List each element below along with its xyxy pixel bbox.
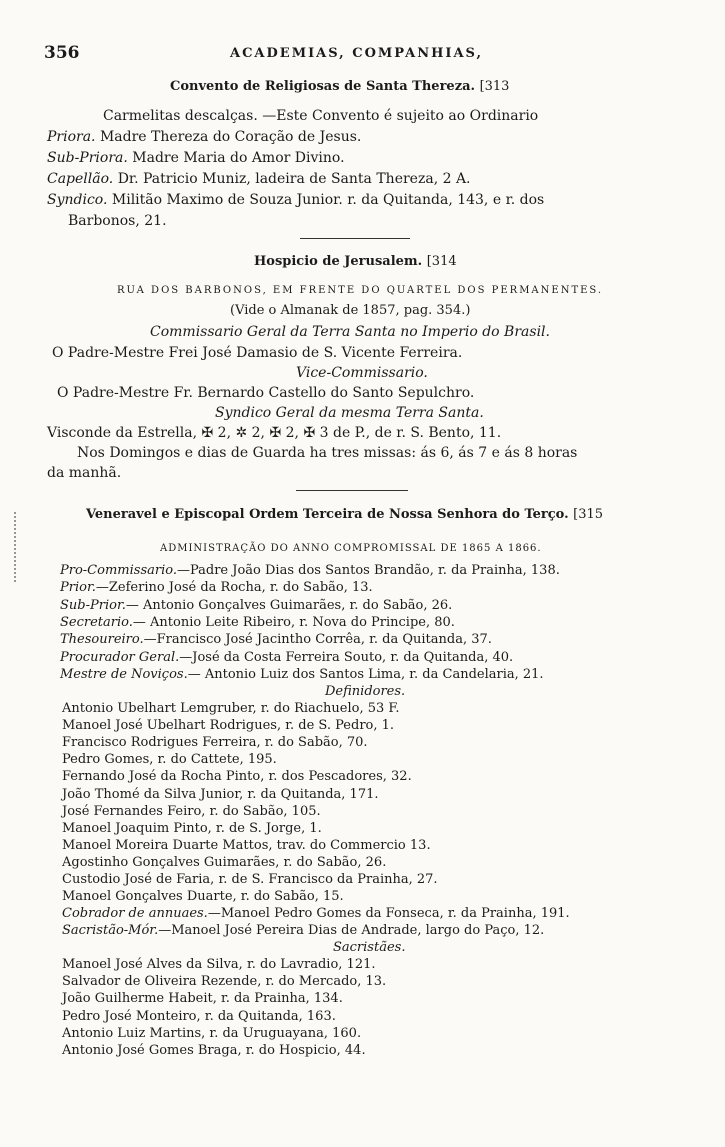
running-title: ACADEMIAS, COMPANHIAS, — [230, 46, 483, 61]
cobrador-line: Cobrador de annuaes.—Manoel Pedro Gomes da Fonseca, r. da Prainha, 191. — [62, 906, 570, 921]
officer-text: —Zeferino José da Rocha, r. do Sabão, 13. — [95, 580, 373, 596]
missas-line-2: da manhã. — [47, 465, 122, 481]
officer-text: — Antonio Luiz dos Santos Lima, r. da Candelaria, 21. — [187, 666, 544, 682]
definidor-entry: Agostinho Gonçalves Guimarães, r. do Sabão, 26. — [62, 854, 387, 870]
definidor-entry: João Thomé da Silva Junior, r. da Quitanda, 171. — [62, 786, 379, 802]
hospicio-street: RUA DOS BARBONOS, EM FRENTE DO QUARTEL DOS PERMANENTES. — [117, 285, 604, 296]
officer-label: Thesoureiro. — [60, 632, 144, 648]
officer-label: Prior. — [60, 580, 96, 596]
convento-title: Convento de Religiosas de Santa Thereza. [313 — [170, 79, 510, 94]
definidor-entry: Manoel Moreira Duarte Mattos, trav. do Commercio 13. — [62, 837, 431, 853]
page-number: 356 — [44, 43, 80, 63]
section-divider — [296, 490, 408, 491]
officer-text: — Antonio Gonçalves Guimarães, r. do Sabão, 26. — [125, 597, 453, 613]
officer-line — [60, 631, 492, 649]
convento-intro: Carmelitas descalças. —Este Convento é sujeito ao Ordinario — [103, 108, 539, 124]
definidores-title: Definidores. — [325, 684, 406, 699]
ordem-title: Veneravel e Episcopal Ordem Terceira de Nossa Senhora do Terço. [315 — [86, 507, 604, 522]
officer-text: —José da Costa Ferreira Souto, r. da Quitanda, 40. — [179, 649, 514, 665]
definidor-entry: Antonio Ubelhart Lemgruber, r. do Riachuelo, 53 F. — [62, 701, 400, 716]
ordem-admin: ADMINISTRAÇÃO DO ANNO COMPROMISSAL DE 1865 A 1866. — [160, 543, 542, 554]
vice-name: O Padre-Mestre Fr. Bernardo Castello do Santo Sepulchro. — [57, 385, 475, 401]
sacristao-line: Sacristão-Mór.—Manoel José Pereira Dias de Andrade, largo do Paço, 12. — [62, 923, 545, 938]
margin-mark — [0, 512, 16, 582]
definidor-entry: Custodio José de Faria, r. de S. Francisco da Prainha, 27. — [62, 872, 438, 887]
sacristao-entry: Antonio Luiz Martins, r. da Uruguayana, 160. — [62, 1025, 362, 1041]
officer-line — [60, 614, 455, 632]
definidor-entry: José Fernandes Feiro, r. do Sabão, 105. — [62, 803, 321, 819]
syndico-line-cont: Barbonos, 21. — [68, 213, 167, 229]
syndico-geral-title: Syndico Geral da mesma Terra Santa. — [215, 405, 484, 421]
definidor-entry: Pedro Gomes, r. do Cattete, 195. — [62, 752, 277, 768]
officer-label: Procurador Geral. — [60, 649, 180, 665]
definidor-entry: Fernando José da Rocha Pinto, r. dos Pescadores, 32. — [62, 769, 412, 785]
commissario-name: O Padre-Mestre Frei José Damasio de S. Vicente Ferreira. — [52, 345, 463, 361]
sacristao-entry: Salvador de Oliveira Rezende, r. do Mercado, 13. — [62, 974, 387, 990]
officer-line — [60, 562, 560, 580]
definidor-entry: Francisco Rodrigues Ferreira, r. do Sabão, 70. — [62, 735, 368, 751]
officer-label: Sub-Prior. — [60, 597, 126, 613]
capellao-line: Capellão. Dr. Patricio Muniz, ladeira de Santa Thereza, 2 A. — [47, 171, 471, 187]
vice-title: Vice-Commissario. — [296, 365, 428, 381]
missas-line-1: Nos Domingos e dias de Guarda ha tres missas: ás 6, ás 7 e ás 8 horas — [77, 445, 578, 461]
syndico-geral-name: Visconde da Estrella, ✠ 2, ✲ 2, ✠ 2, ✠ 3 de P., de r. S. Bento, 11. — [47, 425, 502, 441]
officer-label: Mestre de Noviços. — [60, 666, 188, 682]
hospicio-vide: (Vide o Almanak de 1857, pag. 354.) — [230, 303, 471, 318]
sacristaes-title: Sacristães. — [333, 940, 406, 955]
sacristao-entry: Pedro José Monteiro, r. da Quitanda, 163. — [62, 1008, 336, 1024]
officer-text: — Antonio Leite Ribeiro, r. Nova do Principe, 80. — [132, 614, 455, 630]
definidor-entry: Manoel Gonçalves Duarte, r. do Sabão, 15. — [62, 889, 344, 905]
officer-line — [60, 597, 452, 615]
officer-text: —Padre João Dias dos Santos Brandão, r. da Prainha, 138. — [176, 563, 560, 578]
sacristao-entry: Antonio José Gomes Braga, r. do Hospicio, 44. — [62, 1043, 366, 1058]
officer-label: Secretario. — [60, 614, 133, 630]
commissario-title: Commissario Geral da Terra Santa no Imperio do Brasil. — [150, 324, 550, 340]
syndico-line: Syndico. Militão Maximo de Souza Junior. r. da Quitanda, 143, e r. dos — [47, 192, 545, 208]
sacristao-entry: João Guilherme Habeit, r. da Prainha, 134. — [62, 991, 343, 1007]
officer-label: Pro-Commissario. — [60, 563, 177, 578]
priora-line: Priora. Madre Thereza do Coração de Jesus. — [47, 129, 362, 145]
officer-text: —Francisco José Jacintho Corrêa, r. da Quitanda, 37. — [143, 632, 492, 648]
hospicio-title: Hospicio de Jerusalem. [314 — [254, 254, 457, 269]
section-divider — [300, 238, 410, 239]
definidor-entry: Manoel Joaquim Pinto, r. de S. Jorge, 1. — [62, 820, 322, 836]
officer-line — [60, 649, 513, 667]
officer-line — [60, 579, 373, 597]
officer-line — [60, 666, 544, 684]
subpriora-line: Sub-Priora. Madre Maria do Amor Divino. — [47, 150, 345, 166]
definidor-entry: Manoel José Ubelhart Rodrigues, r. de S. Pedro, 1. — [62, 718, 395, 734]
sacristao-entry: Manoel José Alves da Silva, r. do Lavradio, 121. — [62, 957, 376, 972]
